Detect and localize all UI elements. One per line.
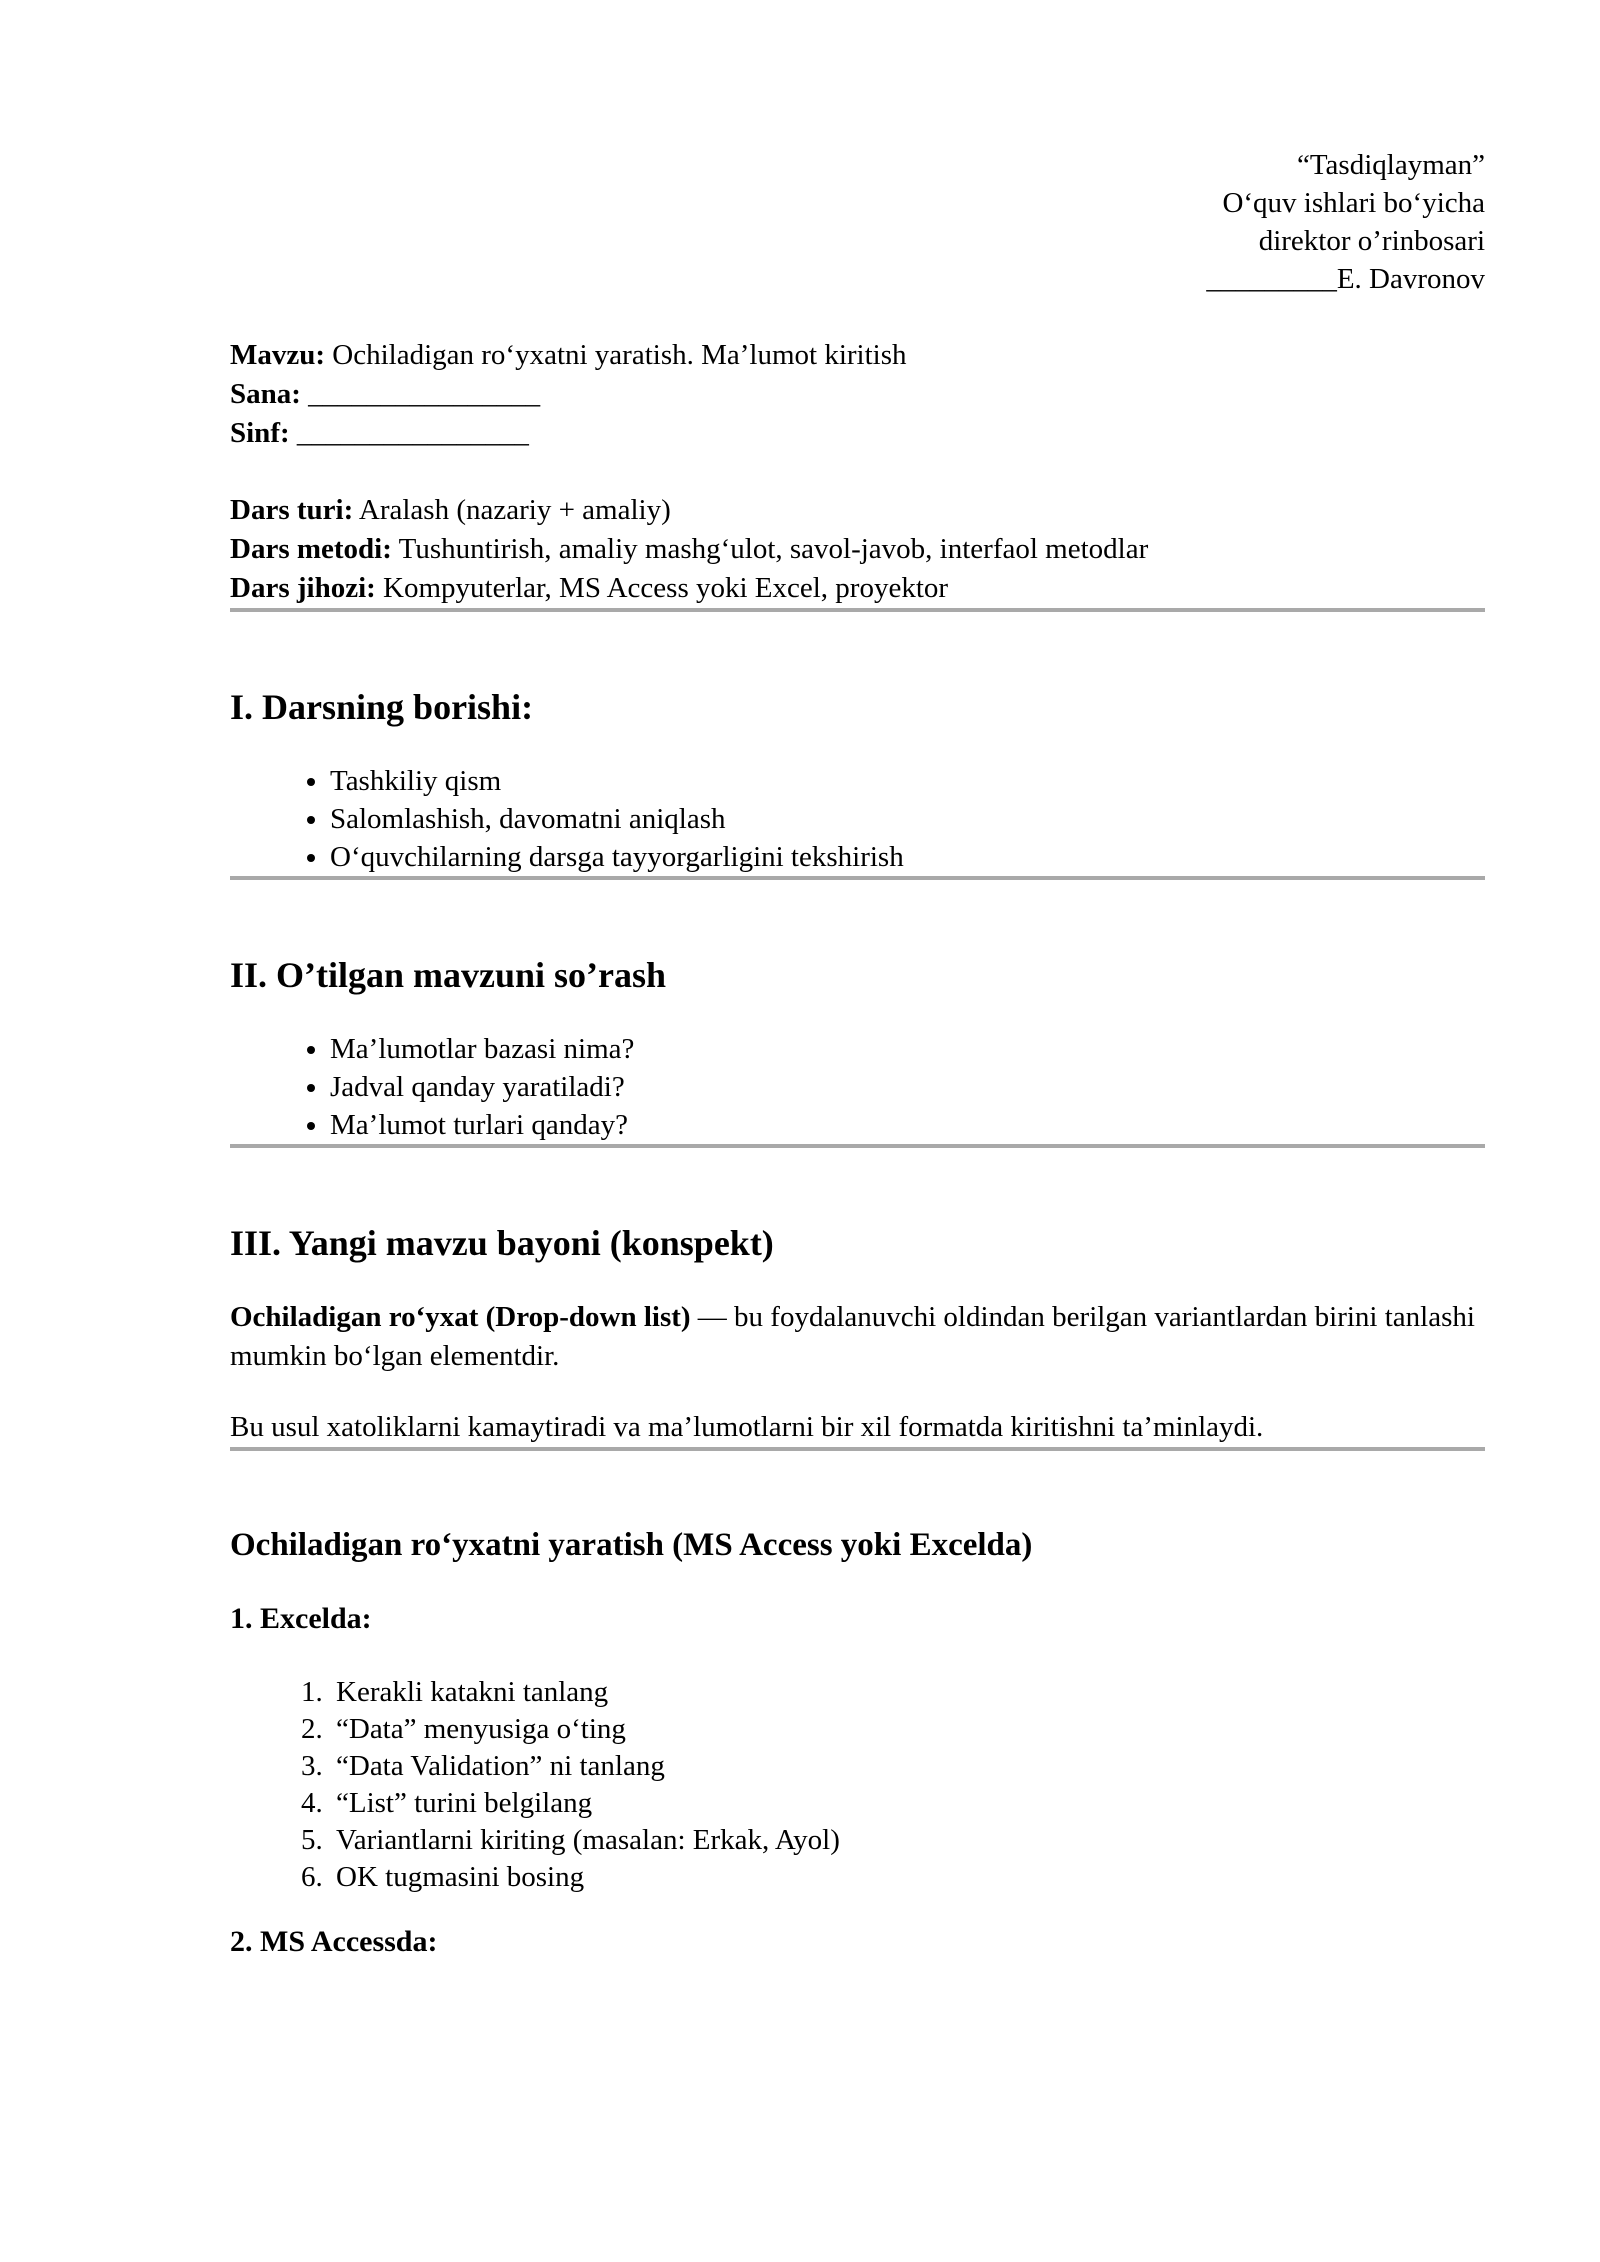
list-item: • Tashkiliy qism — [330, 762, 1485, 800]
list-item: 3. “Data Validation” ni tanlang — [330, 1748, 1485, 1785]
approval-block — [230, 146, 1485, 298]
section-3-heading: III. Yangi mavzu bayoni (konspekt) — [230, 1223, 774, 1263]
approval-line-oquv-ishlari: Oʻquv ishlari boʻyicha — [1222, 187, 1485, 219]
excel-subheading: 1. Excelda: — [230, 1602, 372, 1635]
mavzu-line — [230, 336, 1485, 375]
divider-1 — [230, 608, 1485, 612]
list-item: 4. “List” turini belgilang — [330, 1785, 1485, 1822]
list-item: • Jadval qanday yaratiladi? — [330, 1068, 1485, 1106]
sinf-blank: ________________ — [296, 417, 529, 449]
definition-text: — bu foydalanuvchi oldindan berilgan variantlardan birini tanlashi mumkin boʻlgan elementdir. — [230, 1301, 1475, 1372]
topic-block — [230, 336, 1485, 453]
approval-line-signature: _________E. Davronov — [1206, 263, 1485, 295]
divider-4 — [230, 1447, 1485, 1451]
list-item: • Oʻquvchilarning darsga tayyorgarligini tekshirish — [330, 838, 1485, 876]
list-item: • Salomlashish, davomatni aniqlash — [330, 800, 1485, 838]
sana-blank: ________________ — [308, 378, 541, 410]
lesson-info-block — [230, 491, 1485, 608]
access-subheading: 2. MS Accessda: — [230, 1925, 438, 1958]
section-4-heading: Ochiladigan roʻyxatni yaratish (MS Access yoki Excelda) — [230, 1527, 1033, 1563]
definition-term: Ochiladigan roʻyxat (Drop-down list) — [230, 1301, 691, 1333]
approval-line-direktor: direktor o’rinbosari — [1258, 225, 1485, 257]
mavzu-label: Mavzu: — [230, 339, 326, 371]
dars-jihozi-label: Dars jihozi: — [230, 572, 376, 604]
section-2-heading: II. O’tilgan mavzuni so’rash — [230, 955, 667, 995]
section-1-bullet-list — [230, 762, 1485, 876]
section-1-heading: I. Darsning borishi: — [230, 687, 534, 727]
list-item: 6. OK tugmasini bosing — [330, 1859, 1485, 1896]
dars-turi-line — [230, 491, 1485, 530]
dars-metodi-value: Tushuntirish, amaliy mashgʻulot, savol-javob, interfaol metodlar — [398, 533, 1149, 565]
list-item: • Ma’lumot turlari qanday? — [330, 1106, 1485, 1144]
sinf-line — [230, 414, 1485, 453]
list-item: 1. Kerakli katakni tanlang — [330, 1674, 1485, 1711]
dars-jihozi-value: Kompyuterlar, MS Access yoki Excel, proyektor — [383, 572, 949, 604]
dars-turi-label: Dars turi: — [230, 494, 354, 526]
definition-paragraph — [230, 1298, 1485, 1376]
divider-2 — [230, 876, 1485, 880]
section-2-bullet-list — [230, 1030, 1485, 1144]
divider-3 — [230, 1144, 1485, 1148]
mavzu-value: Ochiladigan roʻyxatni yaratish. Ma’lumot kiritish — [332, 339, 907, 371]
list-item: • Ma’lumotlar bazasi nima? — [330, 1030, 1485, 1068]
excel-steps-list — [230, 1674, 1485, 1896]
dars-turi-value: Aralash (nazariy + amaliy) — [358, 494, 671, 526]
sinf-label: Sinf: — [230, 417, 290, 449]
dars-metodi-label: Dars metodi: — [230, 533, 392, 565]
benefit-paragraph: Bu usul xatoliklarni kamaytiradi va ma’lumotlarni bir xil formatda kiritishni ta’minlaydi. — [230, 1411, 1264, 1443]
approval-line-tasdiqlayman: “Tasdiqlayman” — [1296, 149, 1485, 181]
sana-label: Sana: — [230, 378, 301, 410]
list-item: 2. “Data” menyusiga oʻting — [330, 1711, 1485, 1748]
dars-jihozi-line — [230, 569, 1485, 608]
sana-line — [230, 375, 1485, 414]
list-item: 5. Variantlarni kiriting (masalan: Erkak, Ayol) — [330, 1822, 1485, 1859]
dars-metodi-line — [230, 530, 1485, 569]
